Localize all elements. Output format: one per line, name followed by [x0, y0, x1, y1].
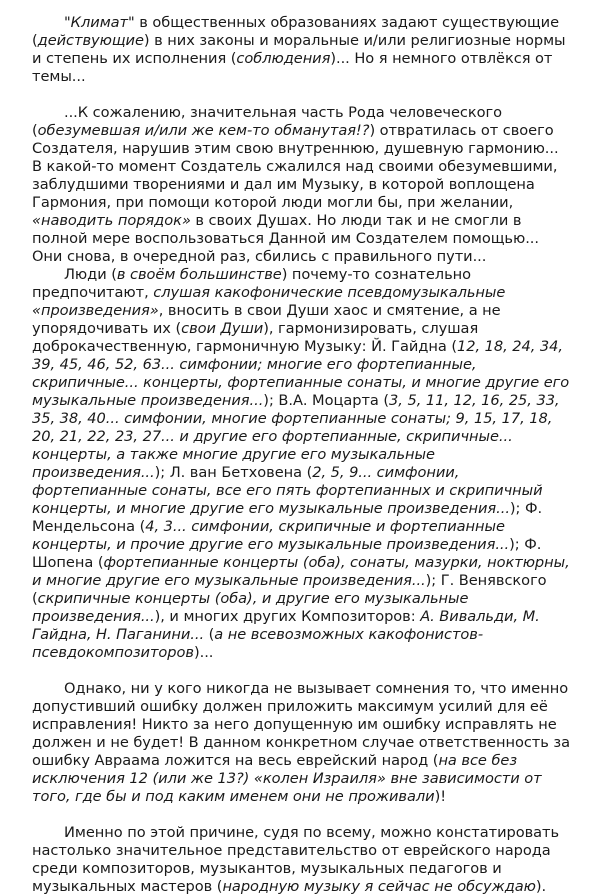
italic-text-run: действующие — [37, 32, 144, 49]
italic-text-run: народную музыку я сейчас не обсуждаю — [222, 878, 536, 895]
italic-text-run: обезумевшая и/или же кем-то обманутая!? — [37, 122, 370, 139]
italic-text-run: а не всевозможных какофонистов-псевдокомпозиторов — [32, 626, 484, 661]
italic-text-run: слушая какофонические псевдомузыкальные «произведения» — [32, 284, 506, 319]
document-page — [32, 14, 570, 896]
text-run: ). — [535, 878, 547, 895]
italic-text-run: 4, 3... симфонии, скрипичные и фортепианные концерты, и прочие другие его музыкальные произведения... — [32, 518, 510, 553]
text-run: ); Ф. Мендельсона ( — [32, 500, 543, 535]
paragraph-creator — [32, 104, 570, 266]
italic-text-run: «наводить порядок» — [32, 212, 191, 229]
italic-text-run: Климат — [70, 14, 128, 31]
text-run: ) в них законы и моральные и/или религиозные нормы и степень их исполнения ( — [32, 32, 566, 67]
text-run: " в общественных образованиях задают существующие ( — [32, 14, 560, 49]
paragraph-climate — [32, 14, 570, 86]
italic-text-run: 12, 18, 24, 34, 39, 45, 46, 52, 63... симфонии; многие его фортепианные, скрипичные... концерты, фортепианные сонаты, и многие другие его музыкальные произведения... — [32, 338, 570, 409]
italic-text-run: соблюдения — [236, 50, 331, 67]
text-run: " — [64, 14, 71, 31]
text-run: Люди ( — [64, 266, 117, 283]
text-run: )... Но я немного отвлёкся от темы... — [32, 50, 553, 85]
italic-text-run: свои Души — [181, 320, 264, 337]
italic-text-run: скрипичные концерты (оба), и другие его музыкальные произведения... — [32, 590, 469, 625]
text-run: , вносить в свои Души хаос и смятение, а не упорядочивать их ( — [32, 302, 501, 337]
text-run: )! — [434, 788, 447, 805]
italic-text-run: на все без исключения 12 (или же 13?) «колен Израиля» вне зависимости от того, где бы и под каким именем они не проживали — [32, 752, 542, 805]
italic-text-run: в своём большинстве — [116, 266, 282, 283]
italic-text-run: А. Вивальди, М. Гайдна, Н. Паганини... — [32, 608, 540, 643]
italic-text-run: 3, 5, 11, 12, 16, 25, 33, 35, 38, 40... симфонии, многие фортепианные сонаты; 9, 15, 17, 18, 20, 21, 22, 23, 27... и другие его фортепианные, скрипичные... концерты, а также многие другие его музыкальные произведения... — [32, 392, 560, 481]
paragraph-responsibility — [32, 680, 570, 806]
text-run: ) отвратилась от своего Создателя, нарушив этим свою внутреннюю, душевную гармонию... В какой-то момент Создатель сжалился над своими обезумевшими, заблудшими творениями и дал им Музыку, в которой воплощена Гармония, при помощи которой люди могли бы, при желании, — [32, 122, 559, 211]
text-run: в своих Душах. Но люди так и не смогли в полной мере воспользоваться Данной им Создателем помощью... Они снова, в очередной раз, сбились с правильного пути... — [32, 212, 539, 265]
text-run: ( — [204, 626, 215, 643]
paragraph-conclusion — [32, 824, 570, 896]
text-run: Именно по этой причине, судя по всему, можно констатировать настолько значительное представительство от еврейского народа среди композиторов, музыкантов, музыкальных педагогов и музыкальных мастеров ( — [32, 824, 560, 895]
text-run: ); Г. Венявского ( — [32, 572, 547, 607]
text-run: ); Л. ван Бетховена ( — [154, 464, 313, 481]
paragraph-composers — [32, 266, 570, 662]
text-run: ); Ф. Шопена ( — [32, 536, 542, 571]
text-run: ) почему-то сознательно предпочитают, — [32, 266, 471, 301]
text-run: ); В.А. Моцарта ( — [263, 392, 390, 409]
italic-text-run: фортепианные концерты (оба), сонаты, мазурки, ноктюрны, и многие другие его музыкальные произведения... — [32, 554, 570, 589]
text-run: ), и многих других Композиторов: — [154, 608, 421, 625]
text-run: ), гармонизировать, слушая доброкачественную, гармоничную Музыку: Й. Гайдна ( — [32, 320, 479, 355]
italic-text-run: 2, 5, 9... симфонии, фортепианные сонаты, все его пять фортепианных и скрипичный концерты, и многие другие его музыкальные произведения... — [32, 464, 543, 517]
text-run: Однако, ни у кого никогда не вызывает сомнения то, что именно допустивший ошибку должен приложить максимум усилий для её исправления! Никто за него допущенную им ошибку исправлять не должен и не будет! В данном конкретном случае ответственность за ошибку Авраама ложится на весь еврейский народ ( — [32, 680, 571, 769]
text-run: )... — [193, 644, 214, 661]
text-run: ...К сожалению, значительная часть Рода человеческого ( — [32, 104, 502, 139]
